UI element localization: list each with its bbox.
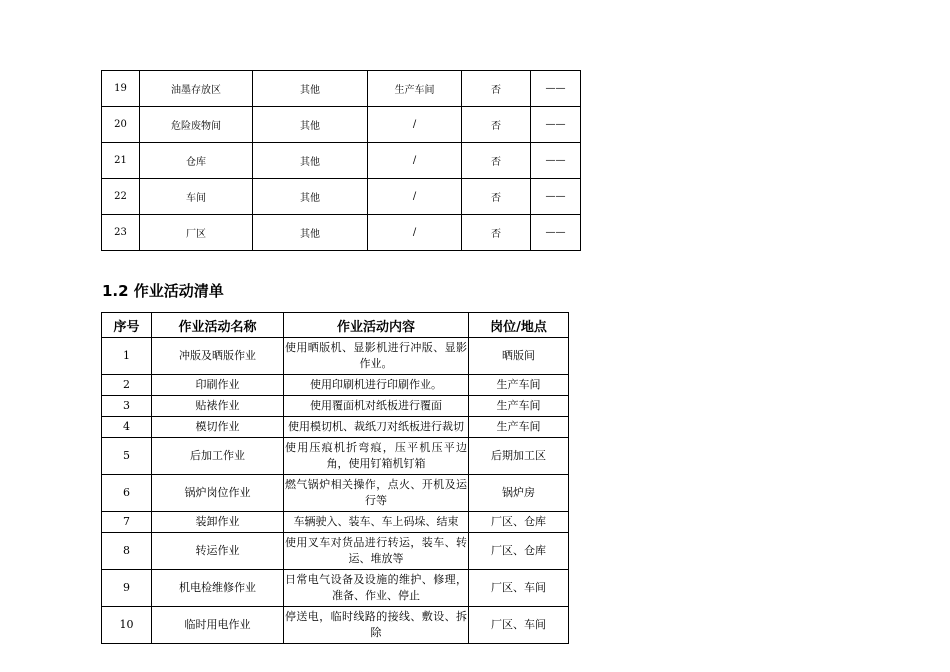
cell-area-name: 车间 bbox=[140, 179, 253, 215]
cell-activity-content: 使用晒版机、显影机进行冲版、显影作业。 bbox=[284, 338, 469, 375]
cell-flag: 否 bbox=[462, 71, 531, 107]
cell-remark: —— bbox=[531, 143, 581, 179]
table-row bbox=[102, 396, 569, 417]
cell-activity-name: 转运作业 bbox=[152, 533, 284, 570]
cell-area-name: 厂区 bbox=[140, 215, 253, 251]
cell-category: 其他 bbox=[253, 143, 368, 179]
area-list-body bbox=[102, 71, 581, 251]
cell-activity-name: 临时用电作业 bbox=[152, 607, 284, 644]
activity-list-body bbox=[102, 338, 569, 644]
cell-activity-content: 使用压痕机折弯痕，压平机压平边角，使用钉箱机钉箱 bbox=[284, 438, 469, 475]
table-row bbox=[102, 71, 581, 107]
table-row bbox=[102, 570, 569, 607]
cell-index: 20 bbox=[102, 107, 140, 143]
cell-index: 5 bbox=[102, 438, 152, 475]
column-header-post-location: 岗位/地点 bbox=[469, 313, 569, 338]
table-row bbox=[102, 143, 581, 179]
cell-remark: —— bbox=[531, 71, 581, 107]
cell-activity-name: 后加工作业 bbox=[152, 438, 284, 475]
cell-post-location: 后期加工区 bbox=[469, 438, 569, 475]
cell-location: / bbox=[368, 215, 462, 251]
table-row bbox=[102, 438, 569, 475]
cell-index: 10 bbox=[102, 607, 152, 644]
cell-location: / bbox=[368, 143, 462, 179]
cell-area-name: 仓库 bbox=[140, 143, 253, 179]
cell-area-name: 危险废物间 bbox=[140, 107, 253, 143]
cell-post-location: 厂区、仓库 bbox=[469, 533, 569, 570]
cell-post-location: 生产车间 bbox=[469, 417, 569, 438]
section-heading: 1.2 作业活动清单 bbox=[102, 282, 224, 300]
table-row bbox=[102, 533, 569, 570]
cell-location: 生产车间 bbox=[368, 71, 462, 107]
activity-list-table bbox=[101, 312, 569, 644]
cell-post-location: 晒版间 bbox=[469, 338, 569, 375]
cell-post-location: 厂区、车间 bbox=[469, 607, 569, 644]
column-header-index: 序号 bbox=[102, 313, 152, 338]
cell-category: 其他 bbox=[253, 215, 368, 251]
cell-activity-content: 停送电，临时线路的接线、敷设、拆除 bbox=[284, 607, 469, 644]
cell-index: 2 bbox=[102, 375, 152, 396]
cell-activity-name: 机电检维修作业 bbox=[152, 570, 284, 607]
cell-flag: 否 bbox=[462, 107, 531, 143]
cell-activity-content: 日常电气设备及设施的维护、修理，准备、作业、停止 bbox=[284, 570, 469, 607]
cell-post-location: 生产车间 bbox=[469, 396, 569, 417]
table-row bbox=[102, 338, 569, 375]
cell-index: 23 bbox=[102, 215, 140, 251]
cell-category: 其他 bbox=[253, 179, 368, 215]
area-list-table bbox=[101, 70, 581, 251]
cell-activity-content: 车辆驶入、装车、车上码垛、结束 bbox=[284, 512, 469, 533]
cell-post-location: 厂区、仓库 bbox=[469, 512, 569, 533]
cell-activity-name: 锅炉岗位作业 bbox=[152, 475, 284, 512]
cell-activity-content: 燃气锅炉相关操作，点火、开机及运行等 bbox=[284, 475, 469, 512]
cell-index: 9 bbox=[102, 570, 152, 607]
table-row bbox=[102, 179, 581, 215]
cell-activity-name: 贴裱作业 bbox=[152, 396, 284, 417]
cell-location: / bbox=[368, 107, 462, 143]
table-row bbox=[102, 512, 569, 533]
cell-category: 其他 bbox=[253, 107, 368, 143]
cell-post-location: 锅炉房 bbox=[469, 475, 569, 512]
table-row bbox=[102, 417, 569, 438]
column-header-activity-content: 作业活动内容 bbox=[284, 313, 469, 338]
cell-index: 4 bbox=[102, 417, 152, 438]
cell-flag: 否 bbox=[462, 215, 531, 251]
cell-remark: —— bbox=[531, 107, 581, 143]
cell-index: 21 bbox=[102, 143, 140, 179]
cell-index: 22 bbox=[102, 179, 140, 215]
cell-flag: 否 bbox=[462, 179, 531, 215]
cell-activity-name: 模切作业 bbox=[152, 417, 284, 438]
cell-index: 1 bbox=[102, 338, 152, 375]
cell-index: 6 bbox=[102, 475, 152, 512]
cell-activity-name: 冲版及晒版作业 bbox=[152, 338, 284, 375]
cell-activity-content: 使用叉车对货品进行转运，装车、转运、堆放等 bbox=[284, 533, 469, 570]
cell-area-name: 油墨存放区 bbox=[140, 71, 253, 107]
table-row bbox=[102, 375, 569, 396]
cell-activity-content: 使用覆面机对纸板进行覆面 bbox=[284, 396, 469, 417]
cell-flag: 否 bbox=[462, 143, 531, 179]
cell-index: 8 bbox=[102, 533, 152, 570]
cell-remark: —— bbox=[531, 179, 581, 215]
cell-remark: —— bbox=[531, 215, 581, 251]
cell-activity-content: 使用模切机、裁纸刀对纸板进行裁切 bbox=[284, 417, 469, 438]
table-row bbox=[102, 607, 569, 644]
cell-index: 19 bbox=[102, 71, 140, 107]
table-row bbox=[102, 107, 581, 143]
table-row bbox=[102, 475, 569, 512]
cell-activity-name: 印刷作业 bbox=[152, 375, 284, 396]
cell-post-location: 生产车间 bbox=[469, 375, 569, 396]
activity-header-row bbox=[102, 313, 569, 338]
cell-post-location: 厂区、车间 bbox=[469, 570, 569, 607]
cell-index: 3 bbox=[102, 396, 152, 417]
cell-category: 其他 bbox=[253, 71, 368, 107]
column-header-activity-name: 作业活动名称 bbox=[152, 313, 284, 338]
table-row bbox=[102, 215, 581, 251]
cell-location: / bbox=[368, 179, 462, 215]
cell-activity-content: 使用印刷机进行印刷作业。 bbox=[284, 375, 469, 396]
cell-activity-name: 装卸作业 bbox=[152, 512, 284, 533]
cell-index: 7 bbox=[102, 512, 152, 533]
